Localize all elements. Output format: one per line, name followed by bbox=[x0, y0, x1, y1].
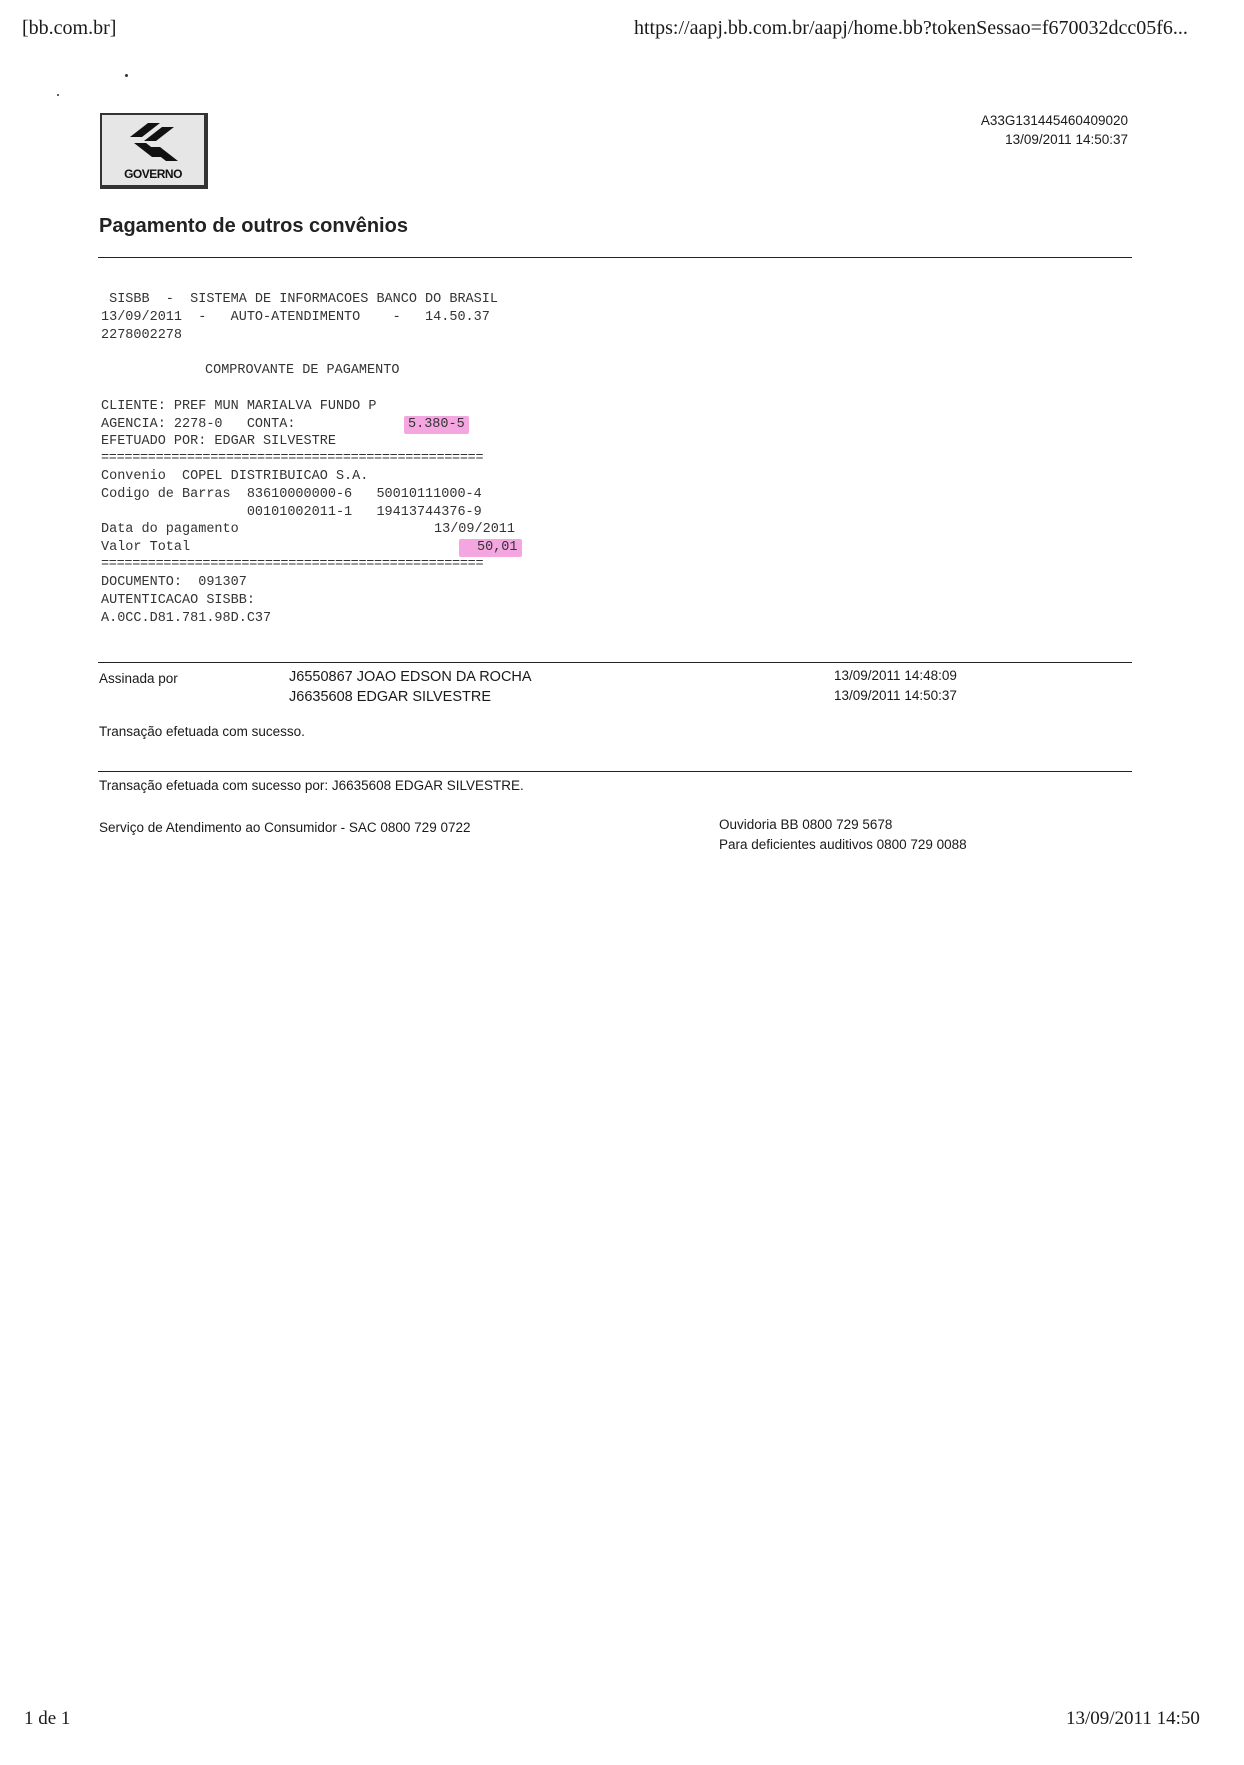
receipt-line-1: SISBB - SISTEMA DE INFORMACOES BANCO DO BRASIL bbox=[101, 292, 498, 307]
header-datetime: 13/09/2011 14:50:37 bbox=[1005, 132, 1128, 147]
page-title: Pagamento de outros convênios bbox=[99, 215, 408, 237]
status-divider bbox=[98, 771, 1132, 772]
signer-datetime: 13/09/2011 14:50:37 bbox=[834, 688, 957, 703]
receipt-heading: COMPROVANTE DE PAGAMENTO bbox=[205, 363, 400, 378]
status-message: Transação efetuada com sucesso. bbox=[99, 724, 305, 739]
sac-contact: Serviço de Atendimento ao Consumidor - SAC 0800 729 0722 bbox=[99, 820, 471, 835]
receipt-separator: ================================================= bbox=[101, 451, 484, 466]
receipt-cliente: CLIENTE: PREF MUN MARIALVA FUNDO P bbox=[101, 399, 377, 414]
signature-divider bbox=[98, 662, 1132, 663]
bb-logo-icon bbox=[130, 121, 178, 165]
signed-by-label: Assinada por bbox=[99, 671, 178, 686]
signer-name: J6635608 EDGAR SILVESTRE bbox=[289, 689, 492, 705]
receipt-line-3: 2278002278 bbox=[101, 328, 183, 343]
receipt-agencia: AGENCIA: 2278-0 CONTA: bbox=[101, 417, 296, 432]
print-datetime: 13/09/2011 14:50 bbox=[1066, 1708, 1200, 1729]
receipt-efetuado: EFETUADO POR: EDGAR SILVESTRE bbox=[101, 434, 336, 449]
page-url[interactable]: https://aapj.bb.com.br/aapj/home.bb?tokenSessao=f670032dcc05f6... bbox=[634, 17, 1188, 39]
receipt-auth-code: A.0CC.D81.781.98D.C37 bbox=[101, 611, 272, 626]
receipt-convenio: Convenio COPEL DISTRIBUICAO S.A. bbox=[101, 469, 369, 484]
receipt-valor-label: Valor Total bbox=[101, 540, 191, 555]
bb-governo-logo bbox=[100, 113, 208, 189]
receipt-barcode-1: Codigo de Barras 83610000000-6 50010111000-4 bbox=[101, 487, 482, 502]
page-count: 1 de 1 bbox=[24, 1708, 71, 1729]
signer-datetime: 13/09/2011 14:48:09 bbox=[834, 668, 957, 683]
reference-code: A33G131445460409020 bbox=[980, 113, 1128, 128]
scan-speck bbox=[57, 94, 59, 96]
status-by-message: Transação efetuada com sucesso por: J6635608 EDGAR SILVESTRE. bbox=[99, 778, 524, 793]
receipt-valor-highlighted: 50,01 bbox=[459, 539, 522, 557]
receipt-line-2: 13/09/2011 - AUTO-ATENDIMENTO - 14.50.37 bbox=[101, 310, 490, 325]
receipt-data-value: 13/09/2011 bbox=[434, 522, 516, 537]
receipt-documento: DOCUMENTO: 091307 bbox=[101, 575, 247, 590]
deficientes-contact: Para deficientes auditivos 0800 729 0088 bbox=[719, 837, 967, 852]
site-label: [bb.com.br] bbox=[22, 17, 117, 39]
receipt-autenticacao: AUTENTICACAO SISBB: bbox=[101, 593, 255, 608]
receipt-barcode-2: 00101002011-1 19413744376-9 bbox=[101, 505, 482, 520]
title-divider bbox=[98, 257, 1132, 258]
ouvidoria-contact: Ouvidoria BB 0800 729 5678 bbox=[719, 817, 893, 832]
receipt-separator: ================================================= bbox=[101, 557, 484, 572]
receipt-conta-highlighted: 5.380-5 bbox=[404, 416, 469, 434]
logo-label: GOVERNO bbox=[124, 167, 182, 181]
scan-speck bbox=[125, 74, 128, 77]
signer-name: J6550867 JOAO EDSON DA ROCHA bbox=[289, 669, 532, 685]
receipt-data-label: Data do pagamento bbox=[101, 522, 239, 537]
